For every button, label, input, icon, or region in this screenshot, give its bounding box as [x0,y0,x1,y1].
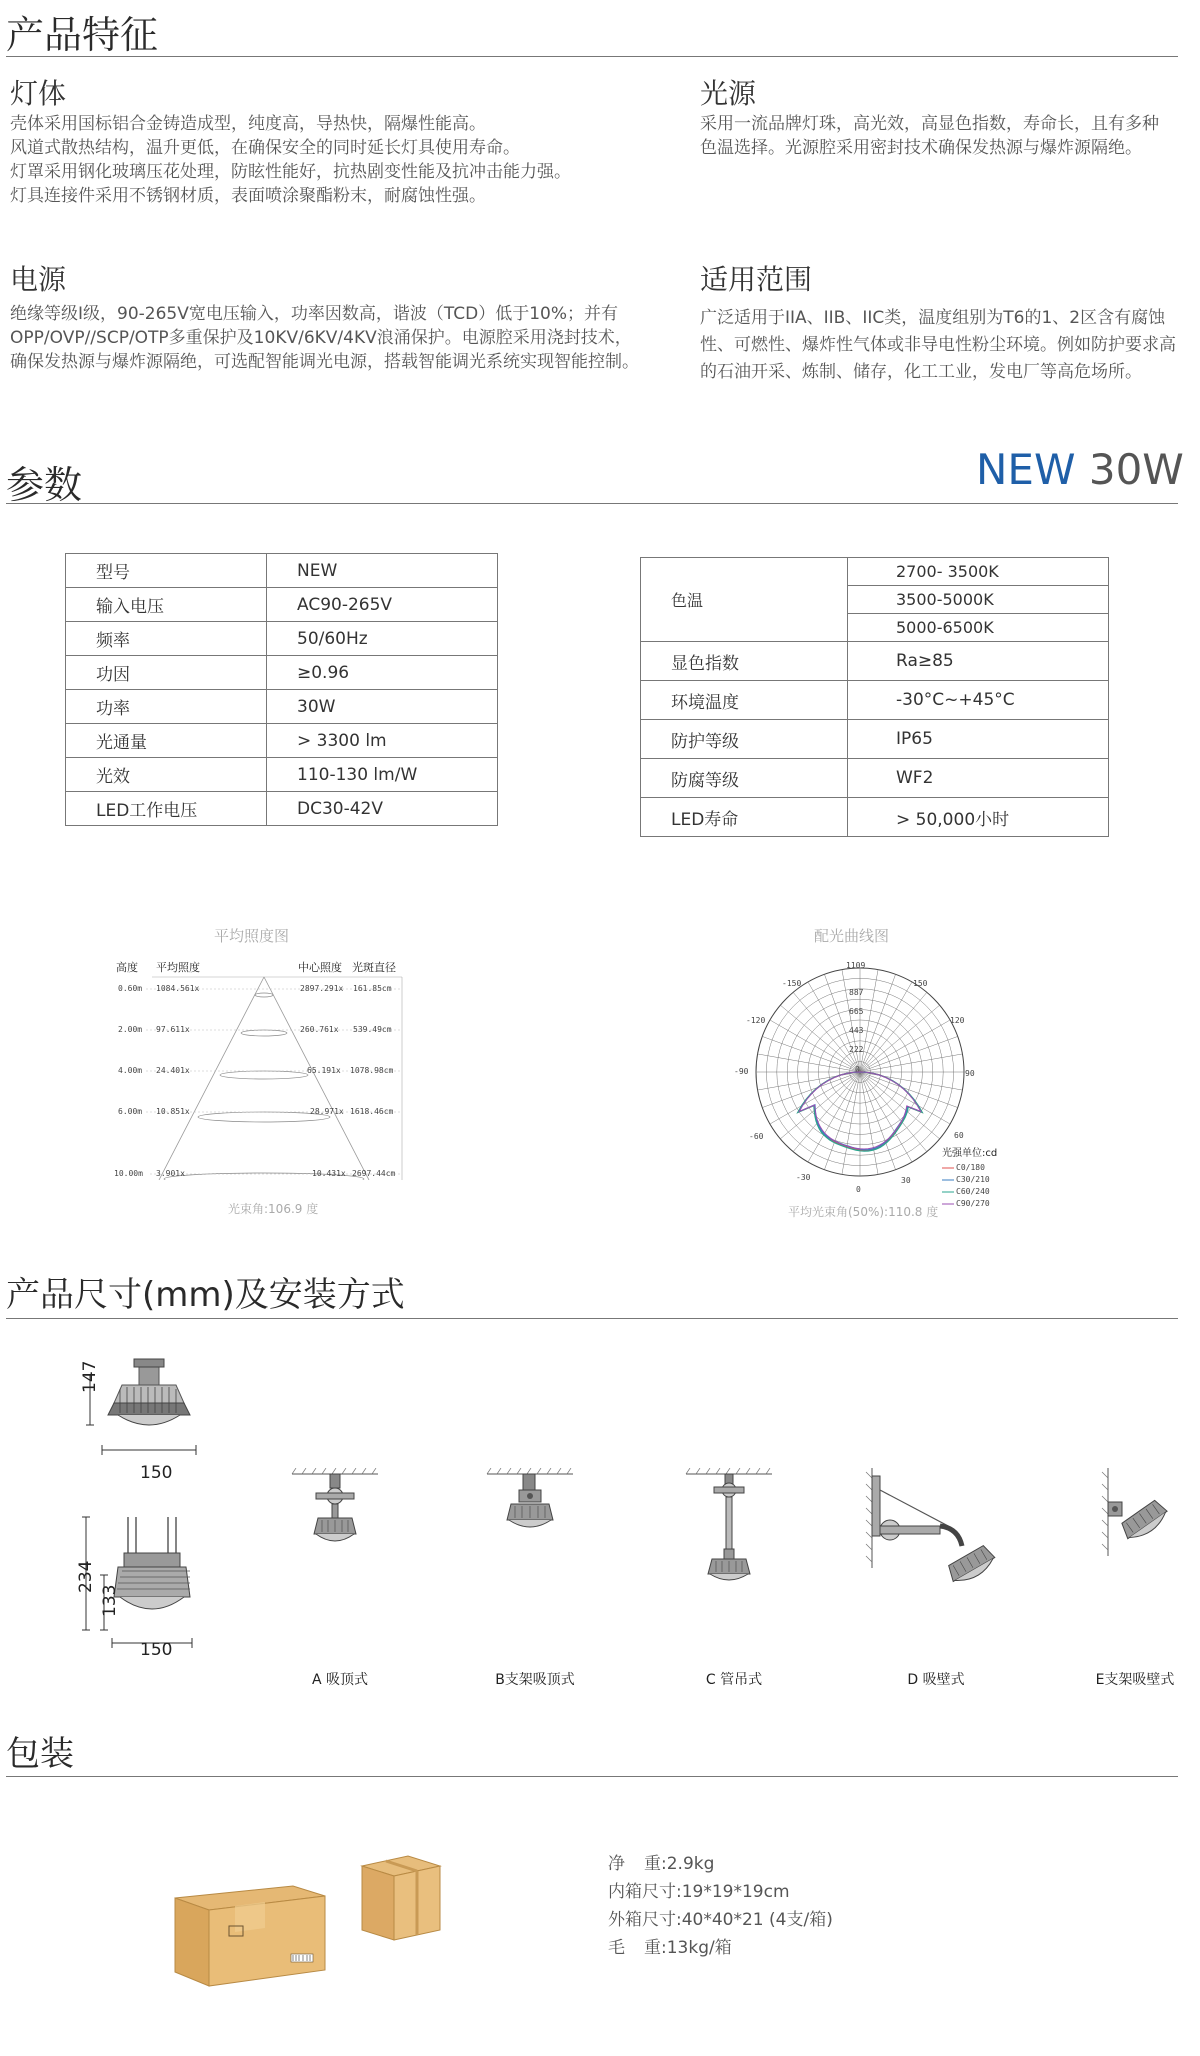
illum-center: 10.431x [312,1169,346,1178]
mount-c-label: C 管吊式 [705,1672,763,1688]
dim-side-width: 150 [140,1640,173,1660]
illum-center: 65.191x [307,1066,341,1075]
model-prefix: NEW [976,445,1076,494]
section-divider [6,503,1178,504]
polar-angle-label: 120 [950,1016,965,1025]
illum-header-diameter: 光斑直径 [352,961,396,974]
illum-diameter: 539.49cm [353,1025,392,1034]
section-title-dimensions: 产品尺寸(mm)及安装方式 [6,1275,405,1315]
illum-avg: 24.401x [156,1066,190,1075]
section-divider [6,56,1178,57]
table-row: 功因 ≥0.96 [66,656,498,690]
polar-angle-label: -60 [749,1132,764,1141]
polar-angle-label: 150 [913,979,928,988]
table-row: 光效 110-130 lm/W [66,758,498,792]
feature-body-title: 灯体 [10,77,67,110]
illum-height: 0.60m [118,984,143,993]
illuminance-beam-angle: 光束角:106.9 度 [228,1202,319,1216]
illum-header-center: 中心照度 [298,961,342,974]
table-row: 防腐等级 WF2 [641,759,1109,798]
table-row: 3500-5000K [641,586,1109,614]
illum-height: 2.00m [118,1025,143,1034]
table-row: LED工作电压 DC30-42V [66,792,498,826]
dim-side-total-height: 234 [76,1560,96,1593]
model-label [976,445,1184,494]
polar-radial-label: 1109 [846,961,866,970]
table-row: LED寿命 > 50,000小时 [641,798,1109,837]
polar-legend-item: C30/210 [956,1175,990,1184]
dim-side-body-height: 133 [100,1584,120,1617]
illum-diameter: 2697.44cm [352,1169,396,1178]
mount-d-label: D 吸壁式 [907,1672,965,1688]
table-row: 功率 30W [66,690,498,724]
illum-height: 6.00m [118,1107,143,1116]
polar-diagram [720,956,1040,1218]
mount-e-illustration [1098,1468,1188,1568]
packing-net-weight: 净 重:2.9kg [608,1854,715,1874]
section-title-packing: 包装 [6,1734,74,1774]
illum-diameter: 1078.98cm [350,1066,394,1075]
mount-e-label: E支架吸壁式 [1095,1672,1175,1688]
section-divider [6,1776,1178,1777]
polar-radial-label: 222 [849,1045,864,1054]
polar-angle-label: 0 [856,1185,861,1194]
polar-legend-item: C0/180 [956,1163,985,1172]
polar-angle-label: -150 [782,979,802,988]
model-power: 30W [1088,445,1184,494]
illuminance-title: 平均照度图 [214,927,290,945]
table-row: 5000-6500K [641,614,1109,642]
illum-avg: 97.611x [156,1025,190,1034]
polar-beam-angle: 平均光束角(50%):110.8 度 [788,1205,939,1219]
spec-table-right [640,557,1109,837]
illum-diameter: 161.85cm [353,984,392,993]
illum-avg: 3.901x [156,1169,185,1178]
illum-header-avg: 平均照度 [156,961,200,974]
polar-radial-label: 665 [849,1007,864,1016]
illuminance-diagram [112,955,412,1180]
mount-c-illustration [684,1468,774,1608]
illum-avg: 1084.561x [156,984,200,993]
polar-title: 配光曲线图 [814,927,890,945]
polar-radial-label: 0 [855,1065,860,1074]
packing-outer-size: 外箱尺寸:40*40*21 (4支/箱) [608,1910,833,1930]
illum-diameter: 1618.46cm [350,1107,394,1116]
table-row: 光通量 > 3300 lm [66,724,498,758]
spec-table-left [65,553,498,826]
section-title-params: 参数 [6,463,83,507]
polar-angle-label: 30 [901,1176,911,1185]
illum-header-height: 高度 [116,961,138,974]
table-row: 频率 50/60Hz [66,622,498,656]
inner-carton-illustration [358,1848,448,1948]
table-row: 防护等级 IP65 [641,720,1109,759]
feature-power-text: 绝缘等级I级，90-265V宽电压输入，功率因数高，谐波（TCD）低于10%；并有 OPP/OVP//SCP/OTP多重保护及10KV/6KV/4KV浪涌保护。电源腔采用浇封技术， 确保发热源与爆炸源隔绝，可选配智能调光电源，搭载智能调光系统实现智能控制。 [10,304,639,372]
mount-d-illustration [862,1468,1012,1598]
table-row: 输入电压 AC90-265V [66,588,498,622]
outer-carton-illustration [165,1868,335,1988]
feature-light-text: 采用一流品牌灯珠，高光效，高显色指数，寿命长，且有多种 色温选择。光源腔采用密封技术确保发热源与爆炸源隔绝。 [700,114,1159,158]
polar-legend-item: C90/270 [956,1199,990,1208]
feature-body-text: 壳体采用国标铝合金铸造成型，纯度高，导热快，隔爆性能高。 风道式散热结构，温升更低，在确保安全的同时延长灯具使用寿命。 灯罩采用钢化玻璃压花处理，防眩性能好，抗热剧变性能及抗冲击能力强。 灯具连接件采用不锈钢材质，表面喷涂聚酯粉末，耐腐蚀性强。 [10,114,571,206]
polar-legend-item: C60/240 [956,1187,990,1196]
mount-a-illustration [290,1468,380,1568]
dim-top-width: 150 [140,1463,173,1483]
polar-angle-label: -120 [746,1016,766,1025]
feature-scope-text: 广泛适用于IIA、IIB、IIC类，温度组别为T6的1、2区含有腐蚀 性、可燃性、爆炸性气体或非导电性粉尘环境。例如防护要求高 的石油开采、炼制、储存，化工工业，发电厂等高危场所。 [700,308,1176,382]
section-title-features: 产品特征 [6,13,159,57]
illum-center: 28.971x [310,1107,344,1116]
polar-radial-label: 887 [849,988,864,997]
illum-center: 260.761x [300,1025,339,1034]
table-row: 显色指数 Ra≥85 [641,642,1109,681]
feature-power-title: 电源 [10,263,67,296]
section-divider [6,1318,1178,1319]
polar-angle-label: 90 [965,1069,975,1078]
feature-light-title: 光源 [700,77,757,110]
packing-info [608,1850,833,1962]
illum-avg: 10.851x [156,1107,190,1116]
polar-radial-label: 443 [849,1026,864,1035]
table-row: 色温 2700- 3500K [641,558,1109,586]
dim-top-height: 147 [80,1360,100,1393]
feature-scope-title: 适用范围 [700,263,813,296]
mount-b-illustration [485,1468,575,1568]
packing-inner-size: 内箱尺寸:19*19*19cm [608,1882,790,1902]
mount-a-label: A 吸顶式 [311,1672,369,1688]
table-row: 型号 NEW [66,554,498,588]
polar-unit-label: 光强单位:cd [942,1148,998,1159]
illum-height: 10.00m [114,1169,143,1178]
polar-angle-label: 60 [954,1131,964,1140]
table-row: 环境温度 -30°C~+45°C [641,681,1109,720]
polar-angle-label: -30 [796,1173,811,1182]
illum-height: 4.00m [118,1066,143,1075]
polar-angle-label: -90 [734,1067,749,1076]
mount-b-label: B支架吸顶式 [495,1672,575,1688]
packing-gross-weight: 毛 重:13kg/箱 [608,1938,732,1958]
illum-center: 2897.291x [300,984,344,993]
